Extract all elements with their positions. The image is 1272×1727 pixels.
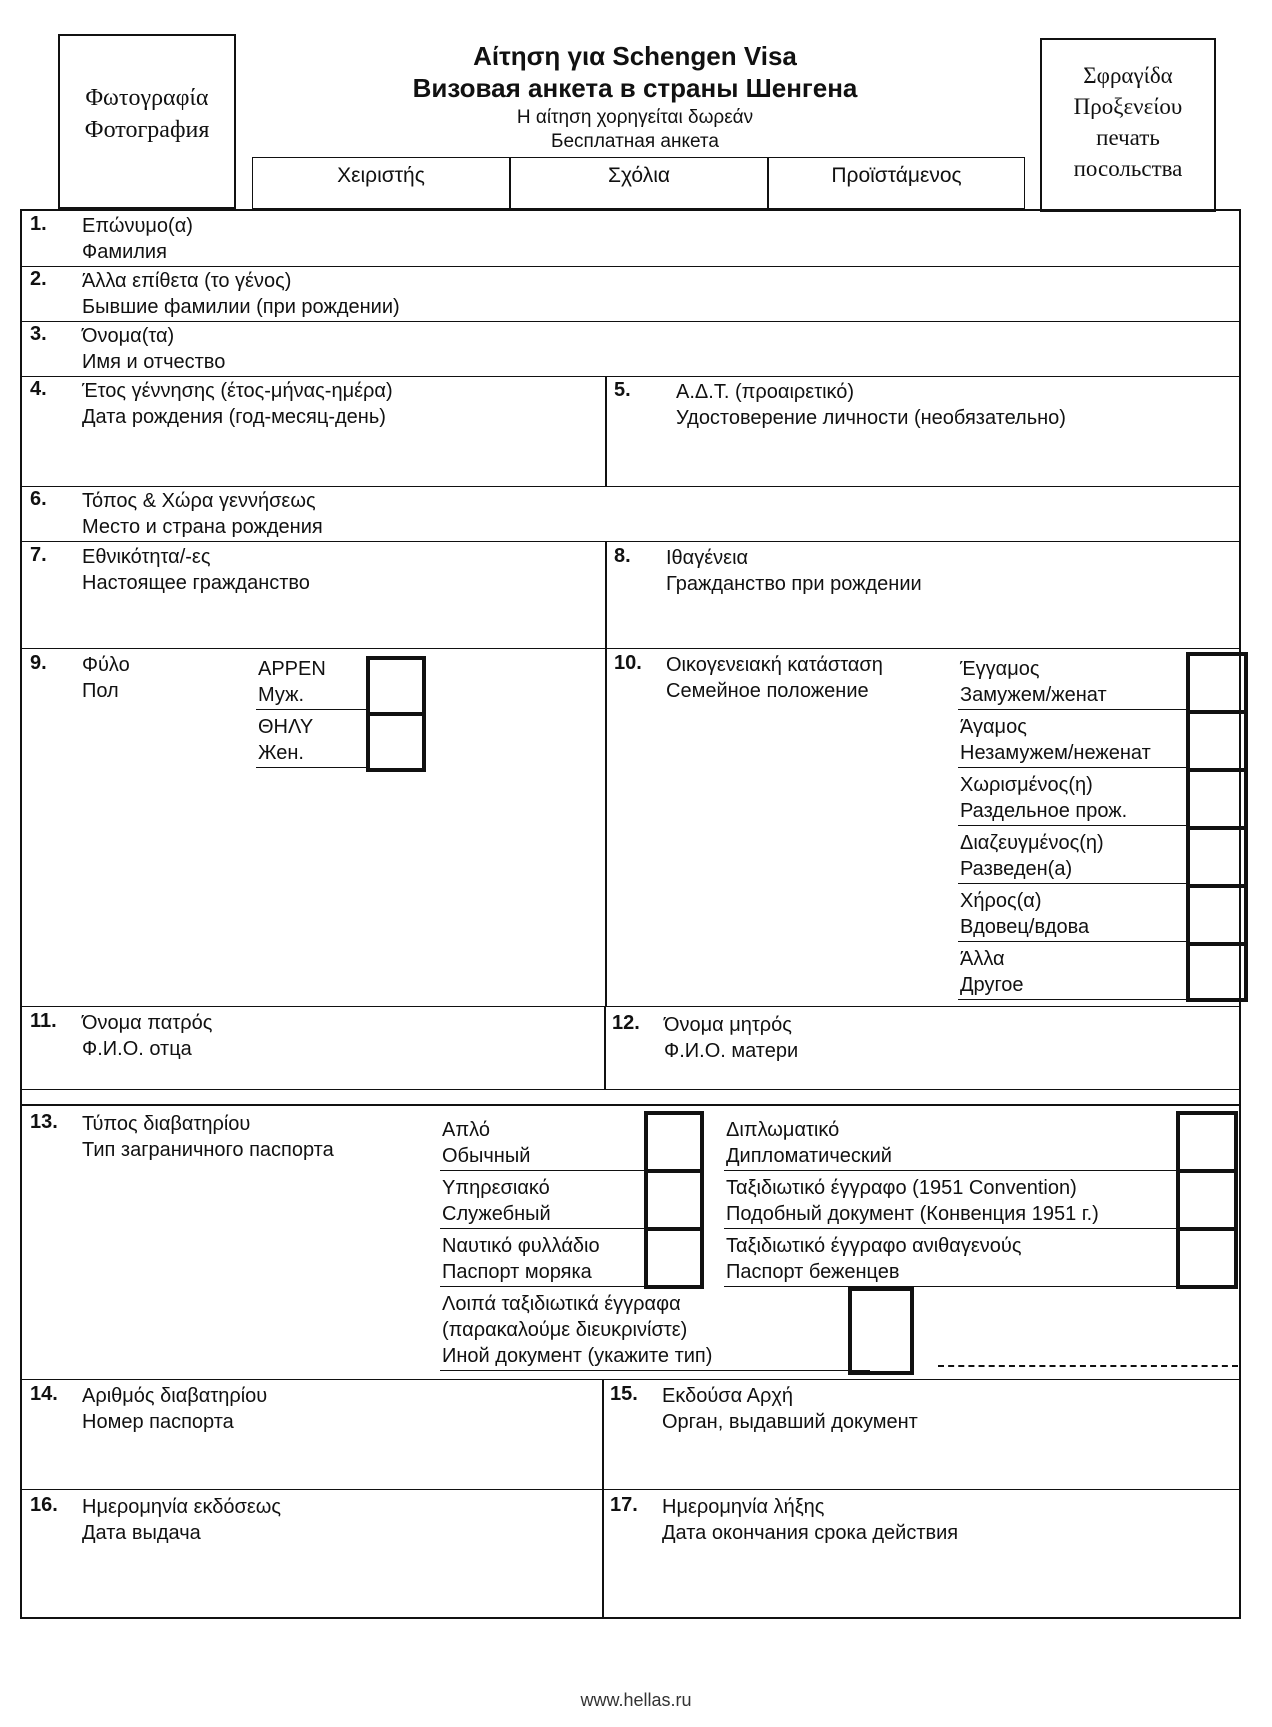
field-father-name[interactable] bbox=[30, 1010, 600, 1086]
section-13-top-rule bbox=[20, 1104, 1241, 1106]
field-number: 6. bbox=[30, 488, 47, 510]
option-label: (παρακαλούμε διευκρινίστε) bbox=[442, 1319, 688, 1341]
field-number: 4. bbox=[30, 378, 47, 400]
field-number: 3. bbox=[30, 323, 47, 345]
label-greek: Τύπος διαβατηρίου bbox=[82, 1113, 251, 1135]
label-russian: Фамилия bbox=[82, 241, 167, 263]
form-frame bbox=[20, 209, 1241, 1619]
label-russian: Орган, выдавший документ bbox=[662, 1411, 918, 1433]
official-label: Προϊστάμενος bbox=[831, 164, 962, 187]
option-label: Ναυτικό φυλλάδιο bbox=[442, 1235, 600, 1257]
option-married bbox=[960, 656, 1107, 708]
field-sex bbox=[30, 652, 600, 1002]
checkbox-married[interactable] bbox=[1186, 652, 1248, 714]
option-seaman bbox=[442, 1233, 600, 1285]
option-label: Άγαμος bbox=[960, 716, 1027, 738]
field-passport-type bbox=[30, 1111, 1240, 1377]
label-greek: Επώνυμο(α) bbox=[82, 215, 193, 237]
checkbox-seaman[interactable] bbox=[644, 1227, 704, 1289]
field-other-surnames[interactable] bbox=[30, 268, 1230, 320]
field-number: 15. bbox=[610, 1383, 638, 1405]
label-russian: Настоящее гражданство bbox=[82, 572, 310, 594]
field-date-of-birth[interactable] bbox=[30, 378, 600, 483]
option-label: Διαζευγμένος(η) bbox=[960, 832, 1104, 854]
label-greek: Εθνικότητα/-ες bbox=[82, 546, 211, 568]
label-greek: Τόπος & Χώρα γεννήσεως bbox=[82, 490, 316, 512]
consulate-stamp-area bbox=[1040, 38, 1216, 212]
field-number: 13. bbox=[30, 1111, 58, 1133]
field-number: 12. bbox=[612, 1012, 640, 1034]
field-number: 9. bbox=[30, 652, 47, 674]
option-label: Ταξιδιωτικό έγγραφο ανιθαγενούς bbox=[726, 1235, 1022, 1257]
option-label: Χωρισμένος(η) bbox=[960, 774, 1093, 796]
label-russian: Ф.И.О. матери bbox=[664, 1040, 799, 1062]
label-russian: Удостоверение личности (необязательно) bbox=[676, 407, 1066, 429]
option-label: Χήρος(α) bbox=[960, 890, 1042, 912]
checkbox-male[interactable] bbox=[366, 656, 426, 716]
option-male bbox=[258, 656, 326, 708]
section-gap bbox=[22, 1090, 1239, 1104]
option-ordinary bbox=[442, 1117, 530, 1169]
field-expiry-date[interactable] bbox=[610, 1494, 1230, 1614]
official-label: Σχόλια bbox=[607, 164, 671, 187]
option-label: Вдовец/вдова bbox=[960, 916, 1090, 938]
option-label: Раздельное прож. bbox=[960, 800, 1128, 822]
option-female bbox=[258, 714, 313, 766]
label-russian: Дата выдача bbox=[82, 1522, 201, 1544]
option-diplomatic bbox=[726, 1117, 892, 1169]
field-marital-status bbox=[614, 652, 1239, 1004]
option-label: Муж. bbox=[258, 684, 305, 706]
option-label: Служебный bbox=[442, 1203, 551, 1225]
checkbox-travel-doc-1951[interactable] bbox=[1176, 1169, 1238, 1231]
label-greek: Ημερομηνία εκδόσεως bbox=[82, 1496, 282, 1518]
field-issue-date[interactable] bbox=[30, 1494, 598, 1614]
checkbox-divorced[interactable] bbox=[1186, 826, 1248, 888]
option-widowed bbox=[960, 888, 1089, 940]
option-label: Замужем/женат bbox=[960, 684, 1107, 706]
label-russian: Номер паспорта bbox=[82, 1411, 234, 1433]
official-label: Χειριστής bbox=[337, 164, 425, 187]
option-single bbox=[960, 714, 1151, 766]
label-greek: Όνομα πατρός bbox=[82, 1012, 213, 1034]
photo-label-gr: Φωτογραφία bbox=[85, 85, 209, 111]
checkbox-single[interactable] bbox=[1186, 710, 1248, 772]
official-cell-supervisor[interactable] bbox=[768, 157, 1025, 209]
label-greek: Ημερομηνία λήξης bbox=[662, 1496, 825, 1518]
option-label: Иной документ (укажите тип) bbox=[442, 1345, 713, 1367]
option-label: Ταξιδιωτικό έγγραφο (1951 Convention) bbox=[726, 1177, 1077, 1199]
other-document-specify-line[interactable] bbox=[938, 1365, 1238, 1367]
label-greek: Εκδούσα Αρχή bbox=[662, 1385, 793, 1407]
field-place-of-birth[interactable] bbox=[30, 488, 1230, 540]
label-greek: Αριθμός διαβατηρίου bbox=[82, 1385, 268, 1407]
label-russian: Дата окончания срока действия bbox=[662, 1522, 959, 1544]
label-russian: Семейное положение bbox=[666, 680, 869, 702]
option-stateless-doc bbox=[726, 1233, 1021, 1285]
option-divorced bbox=[960, 830, 1104, 882]
option-label: ΘΗΛΥ bbox=[258, 716, 314, 738]
field-number: 16. bbox=[30, 1494, 58, 1516]
option-label: Паспорт моряка bbox=[442, 1261, 592, 1283]
field-number: 5. bbox=[614, 379, 631, 401]
free-note-russian: Бесплатная анкета bbox=[551, 131, 719, 152]
label-greek: Ιθαγένεια bbox=[666, 547, 749, 569]
label-greek: Οικογενειακή κατάσταση bbox=[666, 654, 883, 676]
label-russian: Ф.И.О. отца bbox=[82, 1038, 192, 1060]
field-passport-number[interactable] bbox=[30, 1383, 598, 1487]
option-label: Подобный документ (Конвенция 1951 г.) bbox=[726, 1203, 1099, 1225]
checkbox-service[interactable] bbox=[644, 1169, 704, 1231]
option-label: Обычный bbox=[442, 1145, 531, 1167]
label-greek: Όνομα(τα) bbox=[82, 325, 175, 347]
field-first-names[interactable] bbox=[30, 323, 1230, 375]
option-label: Υπηρεσιακό bbox=[442, 1177, 550, 1199]
checkbox-separated[interactable] bbox=[1186, 768, 1248, 830]
photo-area bbox=[58, 34, 236, 209]
option-other-document bbox=[442, 1291, 712, 1369]
option-label: ΑΡΡΕΝ bbox=[258, 658, 326, 680]
label-greek: Α.Δ.Τ. (προαιρετικό) bbox=[676, 381, 855, 403]
checkbox-female[interactable] bbox=[366, 712, 426, 772]
field-mother-name[interactable] bbox=[612, 1012, 1232, 1086]
option-label: Дипломатический bbox=[726, 1145, 892, 1167]
title-russian: Визовая анкета в страны Шенгена bbox=[412, 73, 858, 103]
option-service bbox=[442, 1175, 551, 1227]
label-greek: Όνομα μητρός bbox=[664, 1014, 792, 1036]
label-greek: Έτος γέννησης (έτος-μήνας-ημέρα) bbox=[82, 380, 393, 402]
field-number: 8. bbox=[614, 545, 631, 567]
checkbox-other-document[interactable] bbox=[848, 1287, 914, 1375]
field-number: 17. bbox=[610, 1494, 638, 1516]
photo-label-ru: Фотография bbox=[84, 117, 210, 143]
label-greek: Φύλο bbox=[82, 654, 130, 676]
option-label: Απλό bbox=[442, 1119, 490, 1141]
label-russian: Имя и отчество bbox=[82, 351, 226, 373]
checkbox-other[interactable] bbox=[1186, 942, 1248, 1002]
checkbox-ordinary[interactable] bbox=[644, 1111, 704, 1173]
stamp-label: посольства bbox=[1073, 156, 1183, 181]
stamp-label: Σφραγίδα bbox=[1083, 63, 1173, 88]
checkbox-widowed[interactable] bbox=[1186, 884, 1248, 946]
field-issuing-authority[interactable] bbox=[610, 1383, 1230, 1487]
label-russian: Дата рождения (год-месяц-день) bbox=[82, 406, 386, 428]
label-russian: Гражданство при рождении bbox=[666, 573, 922, 595]
label-russian: Тип заграничного паспорта bbox=[82, 1139, 334, 1161]
option-label: Άλλα bbox=[960, 948, 1005, 970]
option-label: Λοιπά ταξιδιωτικά έγγραφα bbox=[442, 1293, 681, 1315]
option-separated bbox=[960, 772, 1127, 824]
footer-url[interactable]: www.hellas.ru bbox=[580, 1690, 692, 1710]
label-greek: Άλλα επίθετα (το γένος) bbox=[82, 270, 292, 292]
label-russian: Пол bbox=[82, 680, 119, 702]
free-note-greek: Η αίτηση χορηγείται δωρεάν bbox=[516, 107, 754, 128]
field-nationality-at-birth[interactable] bbox=[614, 545, 1234, 645]
field-number: 2. bbox=[30, 268, 47, 290]
option-other bbox=[960, 946, 1024, 998]
option-label: Жен. bbox=[258, 742, 304, 764]
label-russian: Место и страна рождения bbox=[82, 516, 323, 538]
option-label: Έγγαμος bbox=[960, 658, 1040, 680]
field-number: 11. bbox=[30, 1010, 57, 1032]
field-number: 14. bbox=[30, 1383, 58, 1405]
official-cell-comments[interactable] bbox=[510, 157, 768, 209]
stamp-label: печать bbox=[1096, 125, 1160, 150]
option-travel-doc-1951 bbox=[726, 1175, 1099, 1227]
field-number: 10. bbox=[614, 652, 642, 674]
field-surname[interactable] bbox=[30, 213, 1230, 265]
label-russian: Бывшие фамилии (при рождении) bbox=[82, 296, 400, 318]
checkbox-stateless-doc[interactable] bbox=[1176, 1227, 1238, 1289]
option-label: Διπλωματικό bbox=[726, 1119, 840, 1141]
option-label: Незамужем/неженат bbox=[960, 742, 1151, 764]
field-number: 7. bbox=[30, 544, 47, 566]
stamp-label: Προξενείου bbox=[1073, 94, 1183, 119]
field-id-card[interactable] bbox=[614, 379, 1234, 484]
option-label: Разведен(а) bbox=[960, 858, 1073, 880]
checkbox-diplomatic[interactable] bbox=[1176, 1111, 1238, 1173]
option-label: Паспорт беженцев bbox=[726, 1261, 900, 1283]
official-cell-handler[interactable] bbox=[252, 157, 510, 209]
field-number: 1. bbox=[30, 213, 47, 235]
option-label: Другое bbox=[960, 974, 1024, 996]
field-nationality[interactable] bbox=[30, 544, 600, 644]
title-greek: Αίτηση για Schengen Visa bbox=[473, 41, 797, 71]
